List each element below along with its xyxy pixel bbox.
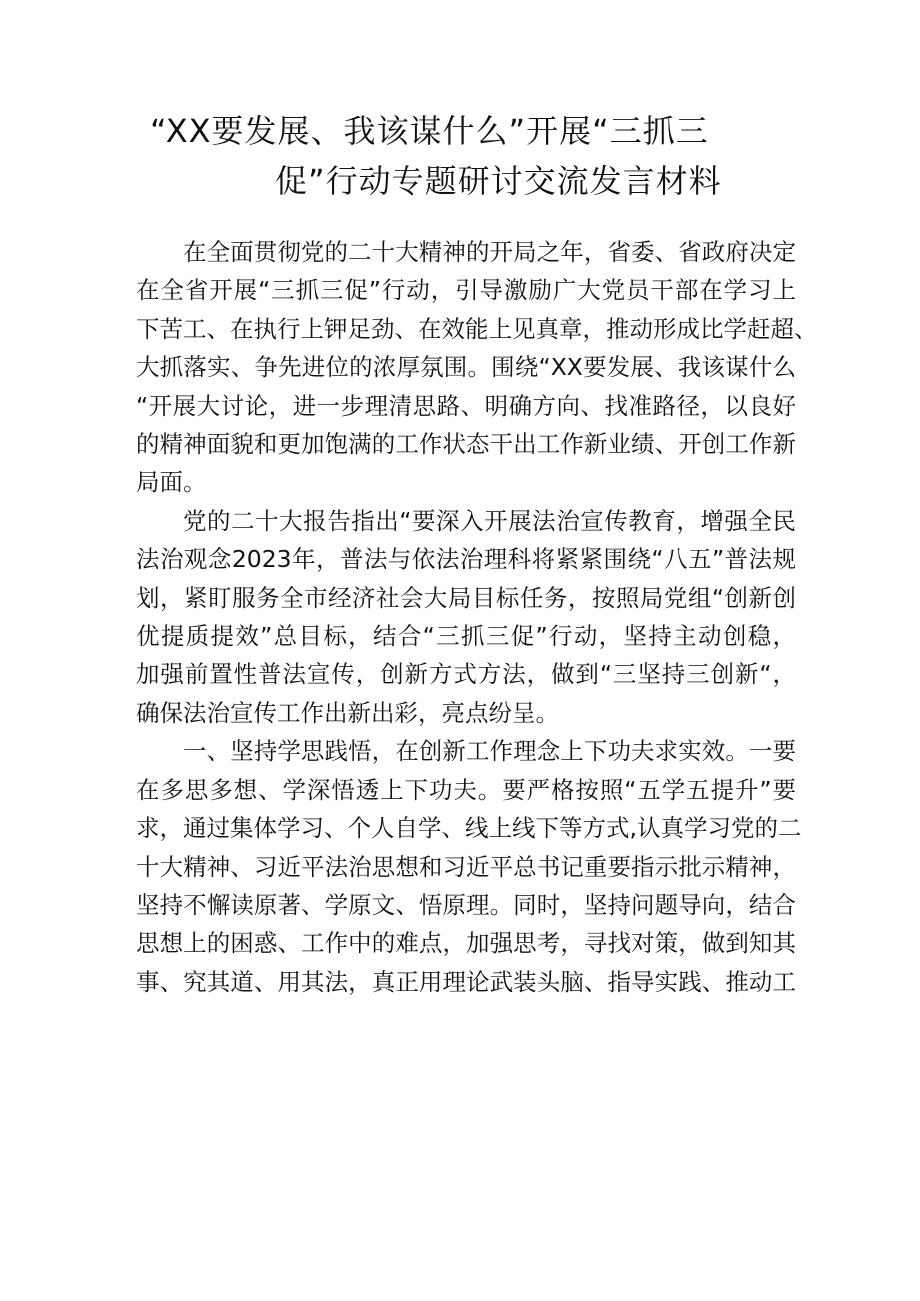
paragraph-line: 坚持不懈读原著、学原文、悟原理。同时，坚持问题导向，结合 xyxy=(136,890,796,919)
paragraph-line: 的精神面貌和更加饱满的工作状态干出工作新业绩、开创工作新 xyxy=(136,430,796,459)
paragraph-line: 在多思多想、学深悟透上下功夫。要严格按照“五学五提升”要 xyxy=(136,775,796,804)
paragraph-line: 优提质提效”总目标，结合“三抓三促”行动，坚持主动创稳， xyxy=(136,622,796,651)
paragraph-line: 求，通过集体学习、个人自学、线上线下等方式,认真学习党的二 xyxy=(136,814,802,843)
paragraph-line: 在全省开展“三抓三促”行动，引导激励广大党员干部在学习上 xyxy=(136,276,796,305)
paragraph-line: 在全面贯彻党的二十大精神的开局之年，省委、省政府决定 xyxy=(183,238,796,266)
paragraph-line: 加强前置性普法宣传，创新方式方法，做到“三坚持三创新“， xyxy=(136,660,796,689)
paragraph-line: 十大精神、习近平法治思想和习近平总书记重要指示批示精神， xyxy=(136,852,796,881)
paragraph-3 xyxy=(136,732,802,1001)
paragraph-line: 确保法治宣传工作出新出彩，亮点纷呈。 xyxy=(136,698,559,727)
paragraph-line: 法治观念2023年，普法与依法治理科将紧紧围绕“八五”普法规 xyxy=(136,545,796,574)
paragraph-line: 下苦工、在执行上钾足劲、在效能上见真章，推动形成比学赶超、 xyxy=(136,314,818,343)
paragraph-line: 局面。 xyxy=(136,468,207,497)
paragraph-line: 思想上的困惑、工作中的难点，加强思考，寻找对策，做到知其 xyxy=(136,929,796,958)
title-line-1: “XX要发展、我该谋什么”开展“三抓三 xyxy=(150,112,709,150)
paragraph-line: “开展大讨论，进一步理清思路、明确方向、找准路径，以良好 xyxy=(136,391,796,420)
paragraph-line: 一、坚持学思践悟，在创新工作理念上下功夫求实效。一要 xyxy=(183,737,796,766)
paragraph-line: 事、究其道、用其法，真正用理论武装头脑、指导实践、推动工 xyxy=(136,967,796,996)
paragraph-2 xyxy=(136,502,796,732)
document-body xyxy=(136,233,818,1001)
paragraph-line: 划，紧盯服务全市经济社会大局目标任务，按照局党组“创新创 xyxy=(136,583,796,612)
title-line-2: 促”行动专题研讨交流发言材料 xyxy=(275,162,722,200)
paragraph-1 xyxy=(136,233,818,502)
document-title xyxy=(150,106,790,206)
paragraph-line: 大抓落实、争先进位的浓厚氛围。围绕“XX要发展、我该谋什么 xyxy=(136,353,796,382)
paragraph-line: 党的二十大报告指出“要深入开展法治宣传教育，增强全民 xyxy=(183,506,796,535)
